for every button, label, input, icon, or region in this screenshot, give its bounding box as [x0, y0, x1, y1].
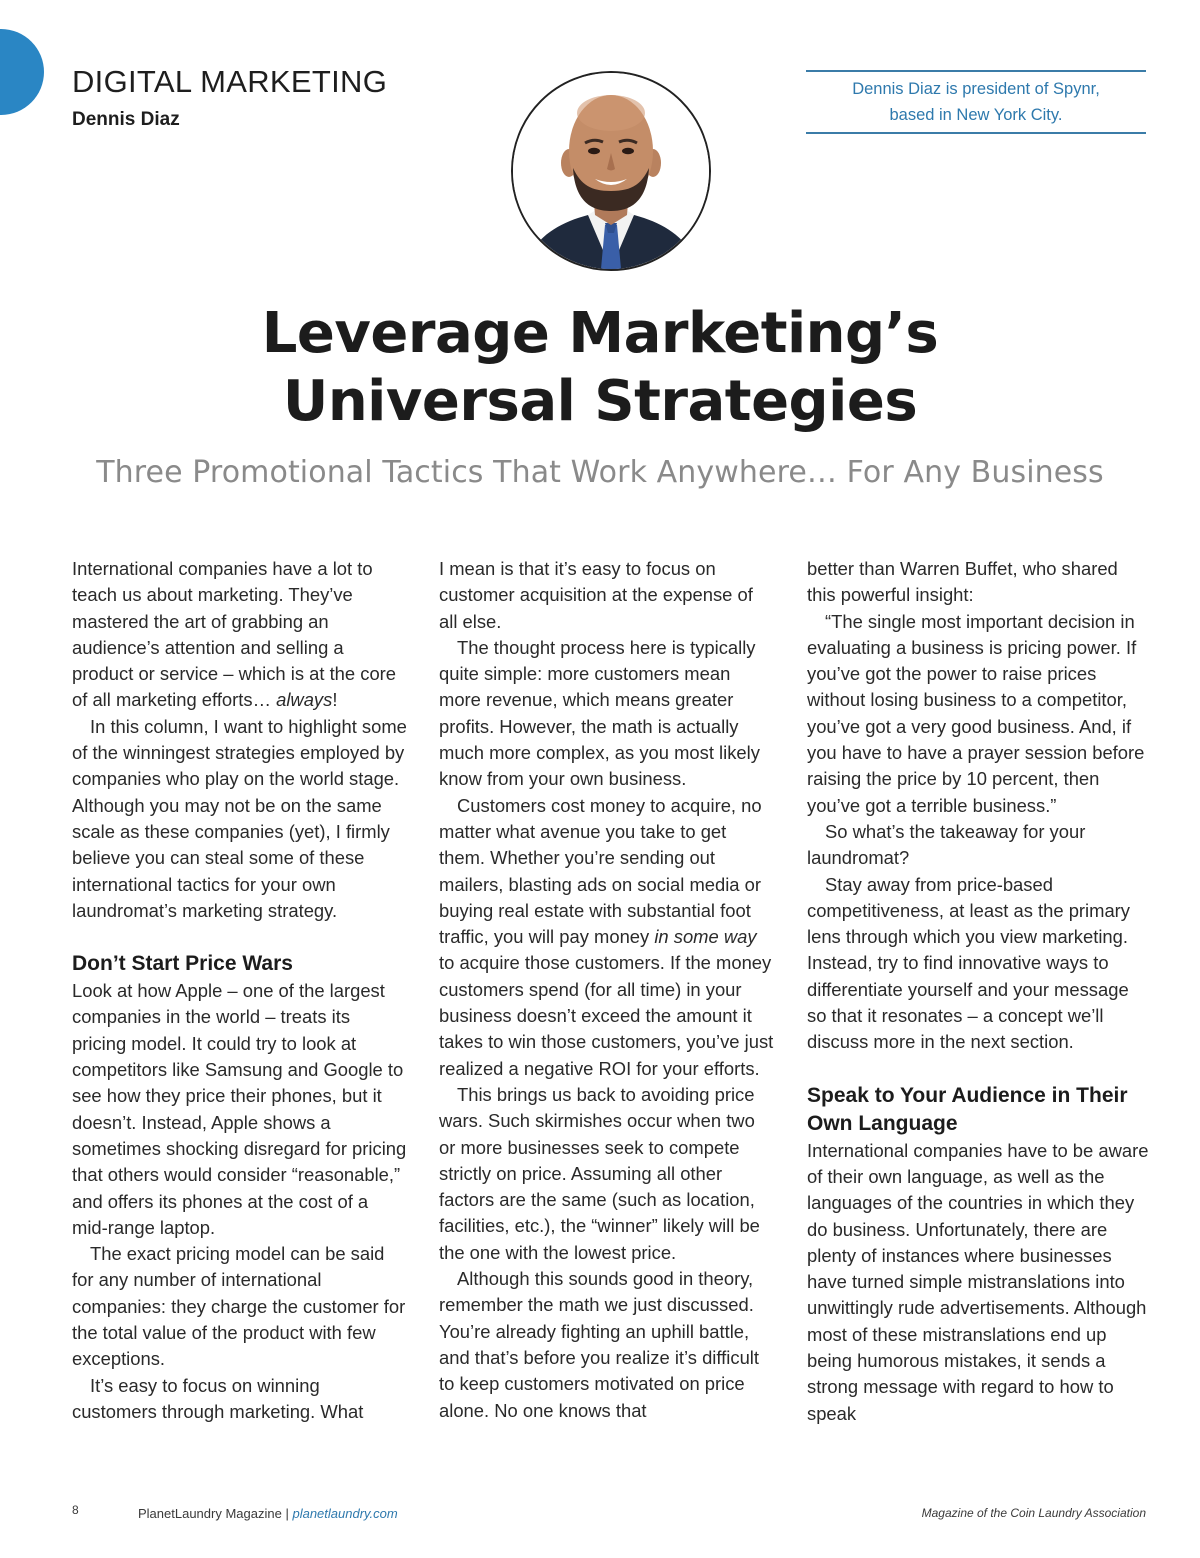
footer-tagline: Magazine of the Coin Laundry Association: [921, 1506, 1146, 1520]
author-byline: Dennis Diaz: [72, 109, 180, 130]
article-title: [0, 300, 1200, 436]
emphasis-text: in some way: [654, 926, 757, 948]
article-title-line-2: Universal Strategies: [282, 369, 918, 434]
article-title-line-1: Leverage Marketing’s: [261, 301, 939, 366]
paragraph: better than Warren Buffet, who shared this powerful insight:: [807, 558, 1118, 606]
paragraph: International companies have to be aware of their own language, as well as the languages of the countries in which they do business. Unfortunately, there are plenty of instances where businesses have turned simple mistranslations into unwittingly rude advertisements. Although most of these mistranslations end up being humorous mistakes, it sends a strong message with regard to how to speak: [807, 1139, 1149, 1424]
author-portrait: [511, 71, 711, 271]
article-column-2: [439, 556, 775, 1424]
paragraph: Stay away from price-based competitiveness, at least as the primary lens through which you view marketing. Instead, try to find innovative ways to differentiate yourself and your message so that it resonates – a concept we’ll discuss more in the next section.: [807, 873, 1130, 1053]
paragraph-text: International companies have a lot to teach us about marketing. They’ve mastered the art of grabbing an audience’s attention and selling a product or service – which is at the core of all marketing efforts…: [72, 558, 397, 711]
author-portrait-graphic: [513, 73, 709, 269]
paragraph: So what’s the takeaway for your laundromat?: [807, 820, 1086, 869]
emphasis-text: always: [276, 689, 333, 711]
paragraph-text: to acquire those customers. If the money customers spend (for all time) in your business doesn’t exceed the amount it takes to win those customers, you’ve just realized a negative ROI for your efforts.: [439, 952, 774, 1079]
footer-publication: [138, 1506, 398, 1521]
section-tab-marker: [0, 29, 44, 115]
subheading-speak-to-audience: Speak to Your Audience in Their Own Language: [807, 1083, 1128, 1135]
paragraph: Look at how Apple – one of the largest companies in the world – treats its pricing model. It could try to look at competitors like Samsung and Google to see how they price their phones, but it doesn’t. Instead, Apple shows a sometimes shocking disregard for pricing that others would consider “reasonable,” and offers its phones at the cost of a mid-range laptop.: [72, 980, 407, 1238]
paragraph: The thought process here is typically quite simple: more customers mean more revenue, which means greater profits. However, the math is actually much more complex, as you most likely know from your own business.: [439, 636, 760, 790]
section-label: DIGITAL MARKETING: [72, 64, 388, 99]
subheading-price-wars: Don’t Start Price Wars: [72, 952, 293, 976]
paragraph: In this column, I want to highlight some of the winningest strategies employed by companies who play on the world stage. Although you may not be on the same scale as these companies (yet), I firmly believe you can steal some of these international tactics for your own laundromat’s marketing strategy.: [72, 715, 407, 921]
article-deck: Three Promotional Tactics That Work Anywhere… For Any Business: [96, 455, 1104, 490]
author-bio-box: [806, 70, 1146, 134]
paragraph: It’s easy to focus on winning customers through marketing. What: [72, 1374, 364, 1422]
publication-name: PlanetLaundry Magazine: [138, 1506, 282, 1521]
website-link[interactable]: planetlaundry.com: [292, 1506, 398, 1521]
paragraph: This brings us back to avoiding price wars. Such skirmishes occur when two or more businesses seek to compete strictly on price. Assuming all other factors are the same (such as location, facilities, etc.), the “winner” likely will be the one with the lowest price.: [439, 1083, 760, 1263]
author-bio: Dennis Diaz is president of Spynr, based in New York City.: [852, 80, 1100, 124]
page-footer: [0, 1503, 1200, 1527]
paragraph: Although this sounds good in theory, remember the math we just discussed. You’re already fighting an uphill battle, and that’s before you realize it’s difficult to keep customers motivated on price alone. No one knows that: [439, 1268, 759, 1421]
paragraph: [439, 793, 775, 1082]
footer-separator: |: [285, 1506, 289, 1521]
paragraph: I mean is that it’s easy to focus on customer acquisition at the expense of all else.: [439, 558, 753, 632]
page-number: 8: [72, 1503, 79, 1517]
paragraph-text: Customers cost money to acquire, no matter what avenue you take to get them. Whether you’re sending out mailers, blasting ads on social media or buying real estate with substantial foot traffic, you will pay money: [439, 794, 762, 948]
paragraph-text: !: [332, 689, 338, 711]
quote-paragraph: “The single most important decision in evaluating a business is pricing power. If you’ve got the power to raise prices without losing business to a competitor, you’ve got a very good business. And, if you have to have a prayer session before raising the price by 10 percent, then you’ve got a terrible business.”: [807, 610, 1145, 816]
article-column-1: [72, 556, 408, 1425]
paragraph: [72, 556, 408, 714]
article-column-3: [807, 556, 1151, 1427]
paragraph: The exact pricing model can be said for any number of international companies: they charge the customer for the total value of the product with few exceptions.: [72, 1243, 406, 1370]
